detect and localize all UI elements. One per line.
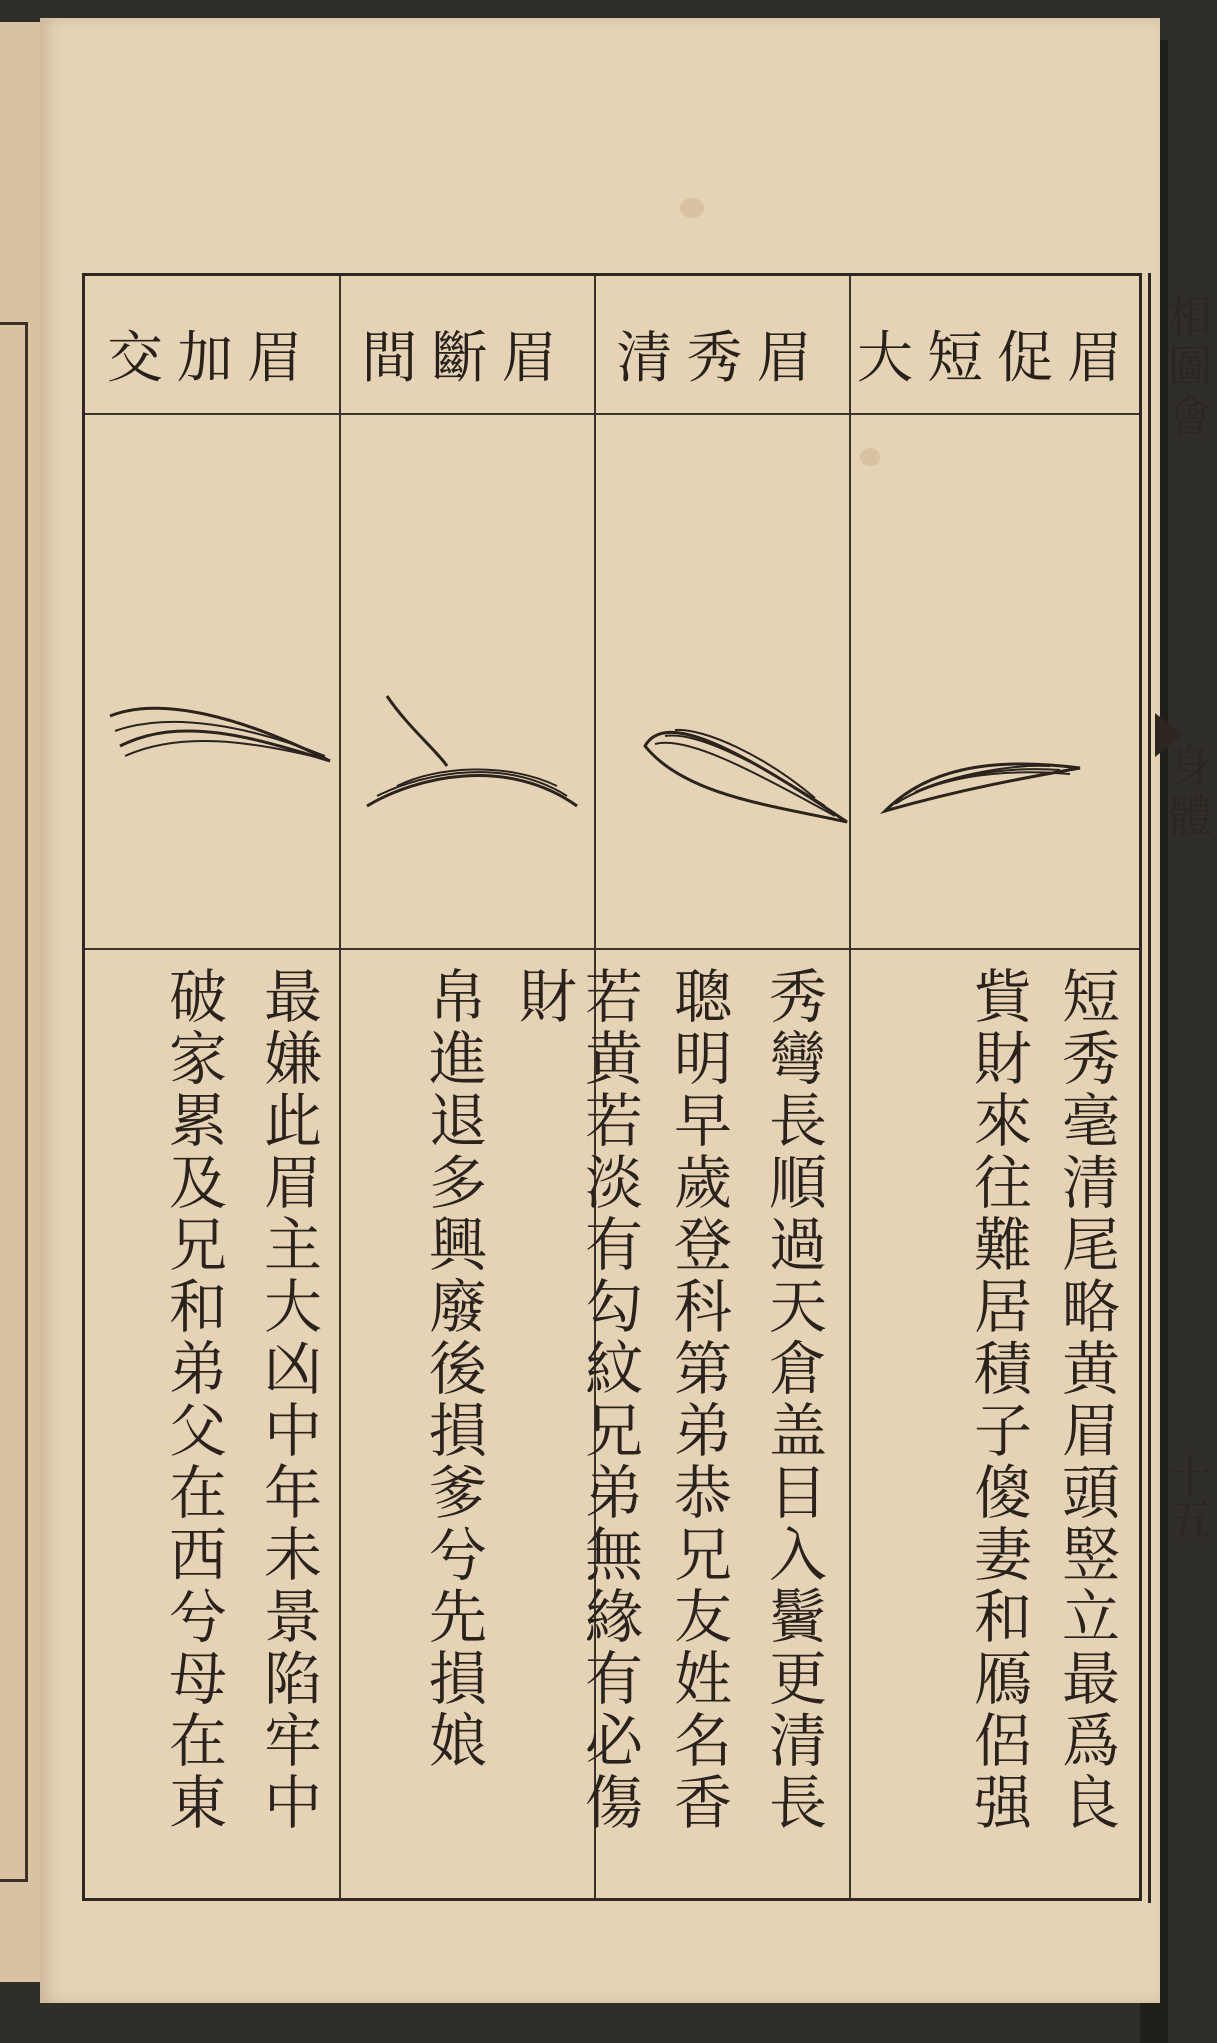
- facing-page-border: [0, 322, 28, 1882]
- folio-number: 十五: [1160, 1453, 1211, 1541]
- verse-line: 破家累及兄和弟父在西兮母在東: [159, 966, 227, 1834]
- verse-line: 短秀毫清尾略黄眉頭竪立最爲良: [1052, 966, 1120, 1834]
- column-title-da-duan-cu-mei: 大短促眉: [857, 326, 1137, 391]
- running-head-section: 身體: [1160, 743, 1211, 843]
- eyebrow-illustration-short: [875, 716, 1095, 826]
- verse-line: 最嫌此眉主大凶中年未景陷牢中: [254, 966, 322, 1834]
- image-row-divider: [85, 948, 1139, 950]
- verse-line: 聰明早歲登科第弟恭兄友姓名香: [664, 966, 732, 1834]
- column-title-jian-duan-mei: 間斷眉: [361, 326, 572, 391]
- paper-spot: [680, 198, 704, 218]
- title-row-divider: [85, 413, 1139, 415]
- verse-line: 帛進退多興廢後損爹兮先損娘: [419, 966, 487, 1772]
- column-divider: [339, 276, 341, 1898]
- verse-line: 貲財來往難居積子傻妻和鴈侶强: [964, 966, 1032, 1834]
- running-head: [1148, 273, 1211, 1903]
- running-head-title: 相圖會: [1160, 293, 1211, 443]
- eyebrow-illustration-clear-elegant: [625, 706, 855, 846]
- column-divider: [849, 276, 851, 1898]
- verse-line: 秀彎長順過天倉盖目入鬢更清長: [759, 966, 827, 1834]
- verse-line: 若黄若淡有勾紋兄弟無緣有必傷財: [509, 966, 643, 1834]
- eyebrow-illustration-crossed: [100, 686, 340, 786]
- column-title-qing-xiu-mei: 清秀眉: [616, 326, 827, 391]
- column-title-jiao-jia-mei: 交加眉: [107, 326, 317, 391]
- illustration-frame: [82, 273, 1142, 1901]
- eyebrow-illustration-broken: [357, 686, 587, 836]
- facing-page-edge: [0, 22, 40, 1982]
- book-page: [40, 18, 1211, 2003]
